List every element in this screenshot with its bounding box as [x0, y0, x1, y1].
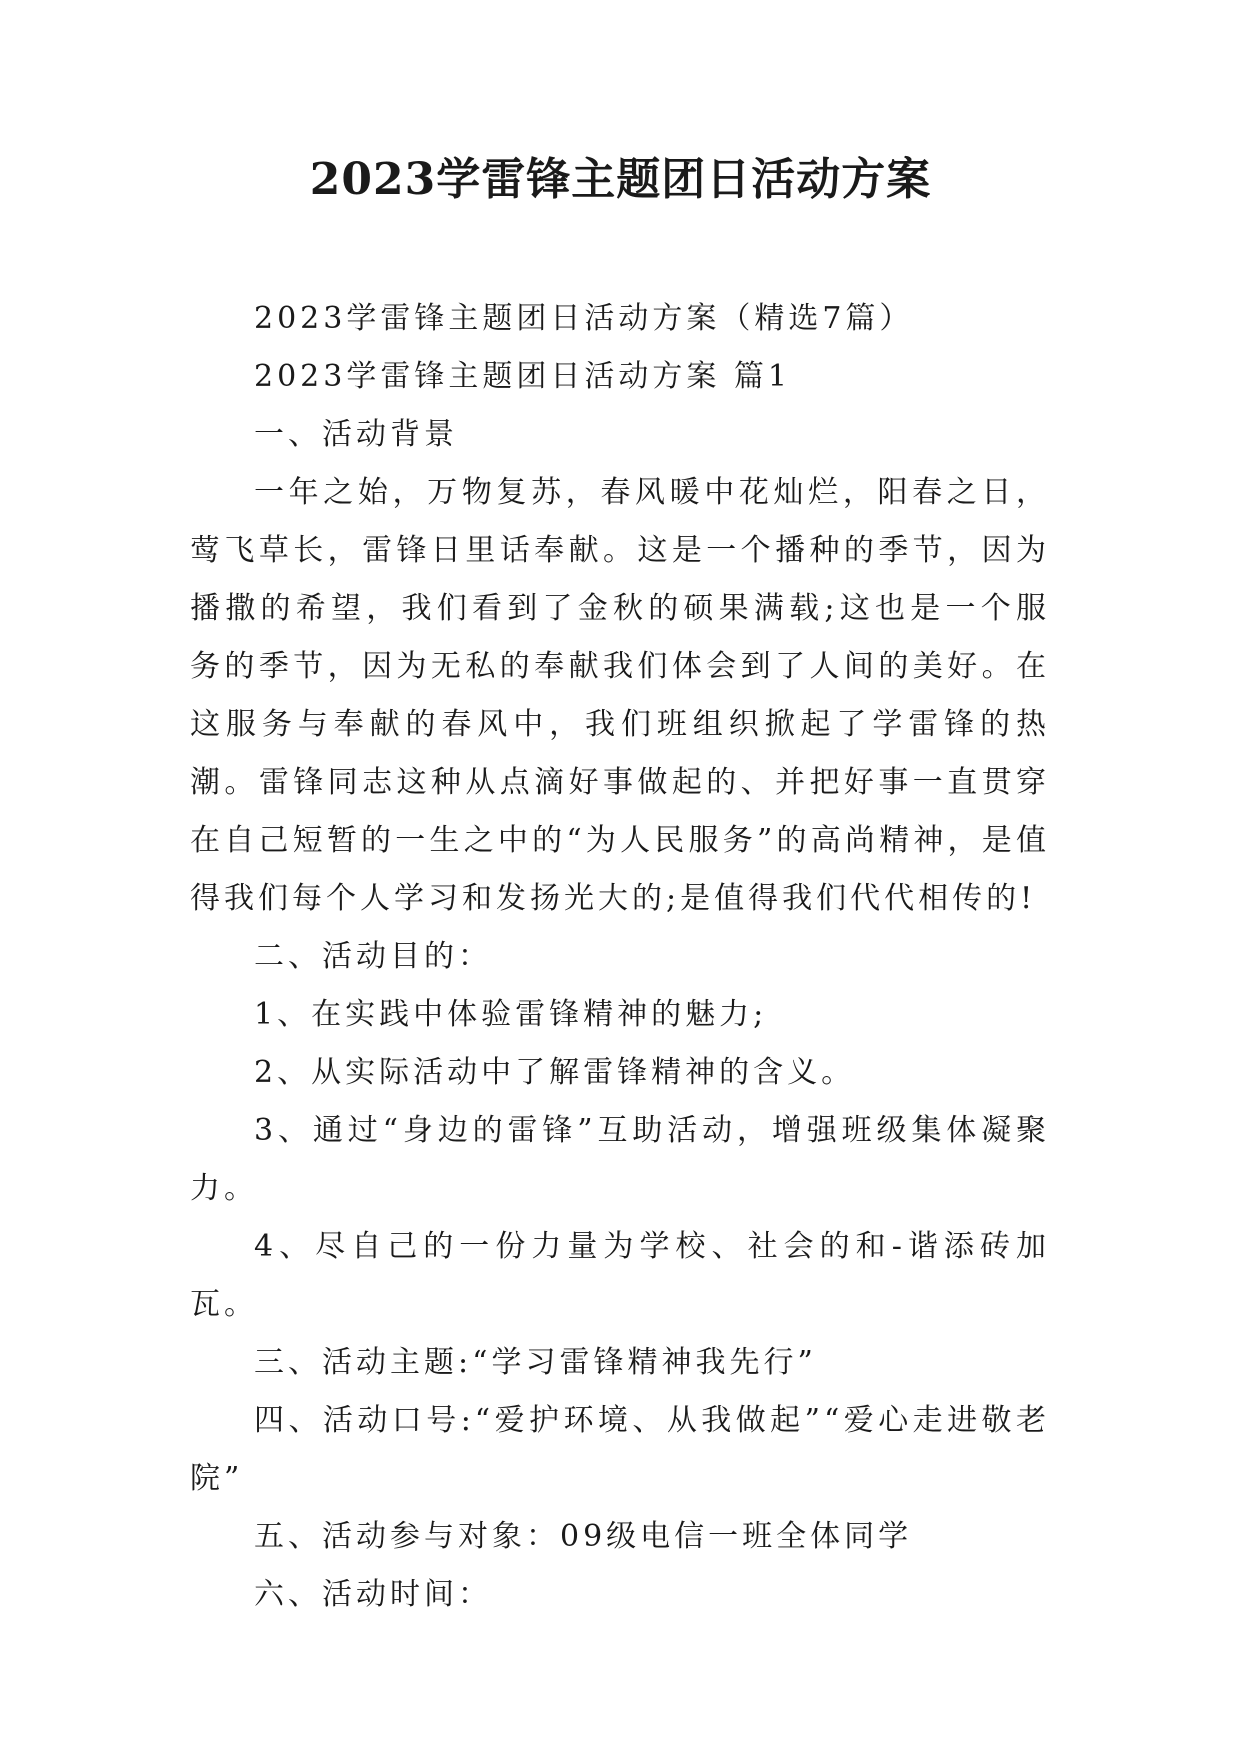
section-heading-participants: 五、活动参与对象：09级电信一班全体同学	[254, 1519, 913, 1554]
paragraph-subtitle: 2023学雷锋主题团日活动方案（精选7篇）	[254, 301, 914, 336]
paragraph-background: 一年之始，万物复苏，春风暖中花灿烂，阳春之日，莺飞草长，雷锋日里话奉献。这是一个播种的季节，因为播撒的希望，我们看到了金秋的硕果满载;这也是一个服务的季节，因为无私的奉献我们体会到了人间的美好。在这服务与奉献的春风中，我们班组织掀起了学雷锋的热潮。雷锋同志这种从点滴好事做起的、并把好事一直贯穿在自己短暂的一生之中的“为人民服务”的高尚精神，是值得我们每个人学习和发扬光大的;是值得我们代代相传的!	[190, 475, 1050, 916]
document-title: 2023学雷锋主题团日活动方案	[309, 154, 932, 205]
list-item-purpose-4: 4、尽自己的一份力量为学校、社会的和-谐添砖加瓦。	[190, 1229, 1050, 1322]
list-item-purpose-3: 3、通过“身边的雷锋”互助活动，增强班级集体凝聚力。	[190, 1113, 1050, 1206]
section-heading-background: 一、活动背景	[254, 417, 458, 452]
paragraph-chapter-heading: 2023学雷锋主题团日活动方案 篇1	[254, 359, 791, 394]
list-item-purpose-2: 2、从实际活动中了解雷锋精神的含义。	[254, 1055, 856, 1090]
section-heading-slogan: 四、活动口号:“爱护环境、从我做起”“爱心走进敬老院”	[190, 1403, 1050, 1496]
section-heading-theme: 三、活动主题:“学习雷锋精神我先行”	[254, 1345, 817, 1380]
section-heading-purpose: 二、活动目的：	[254, 939, 492, 974]
section-heading-time: 六、活动时间：	[254, 1577, 492, 1612]
list-item-purpose-1: 1、在实践中体验雷锋精神的魅力;	[254, 997, 768, 1032]
document-body	[190, 290, 1050, 1624]
